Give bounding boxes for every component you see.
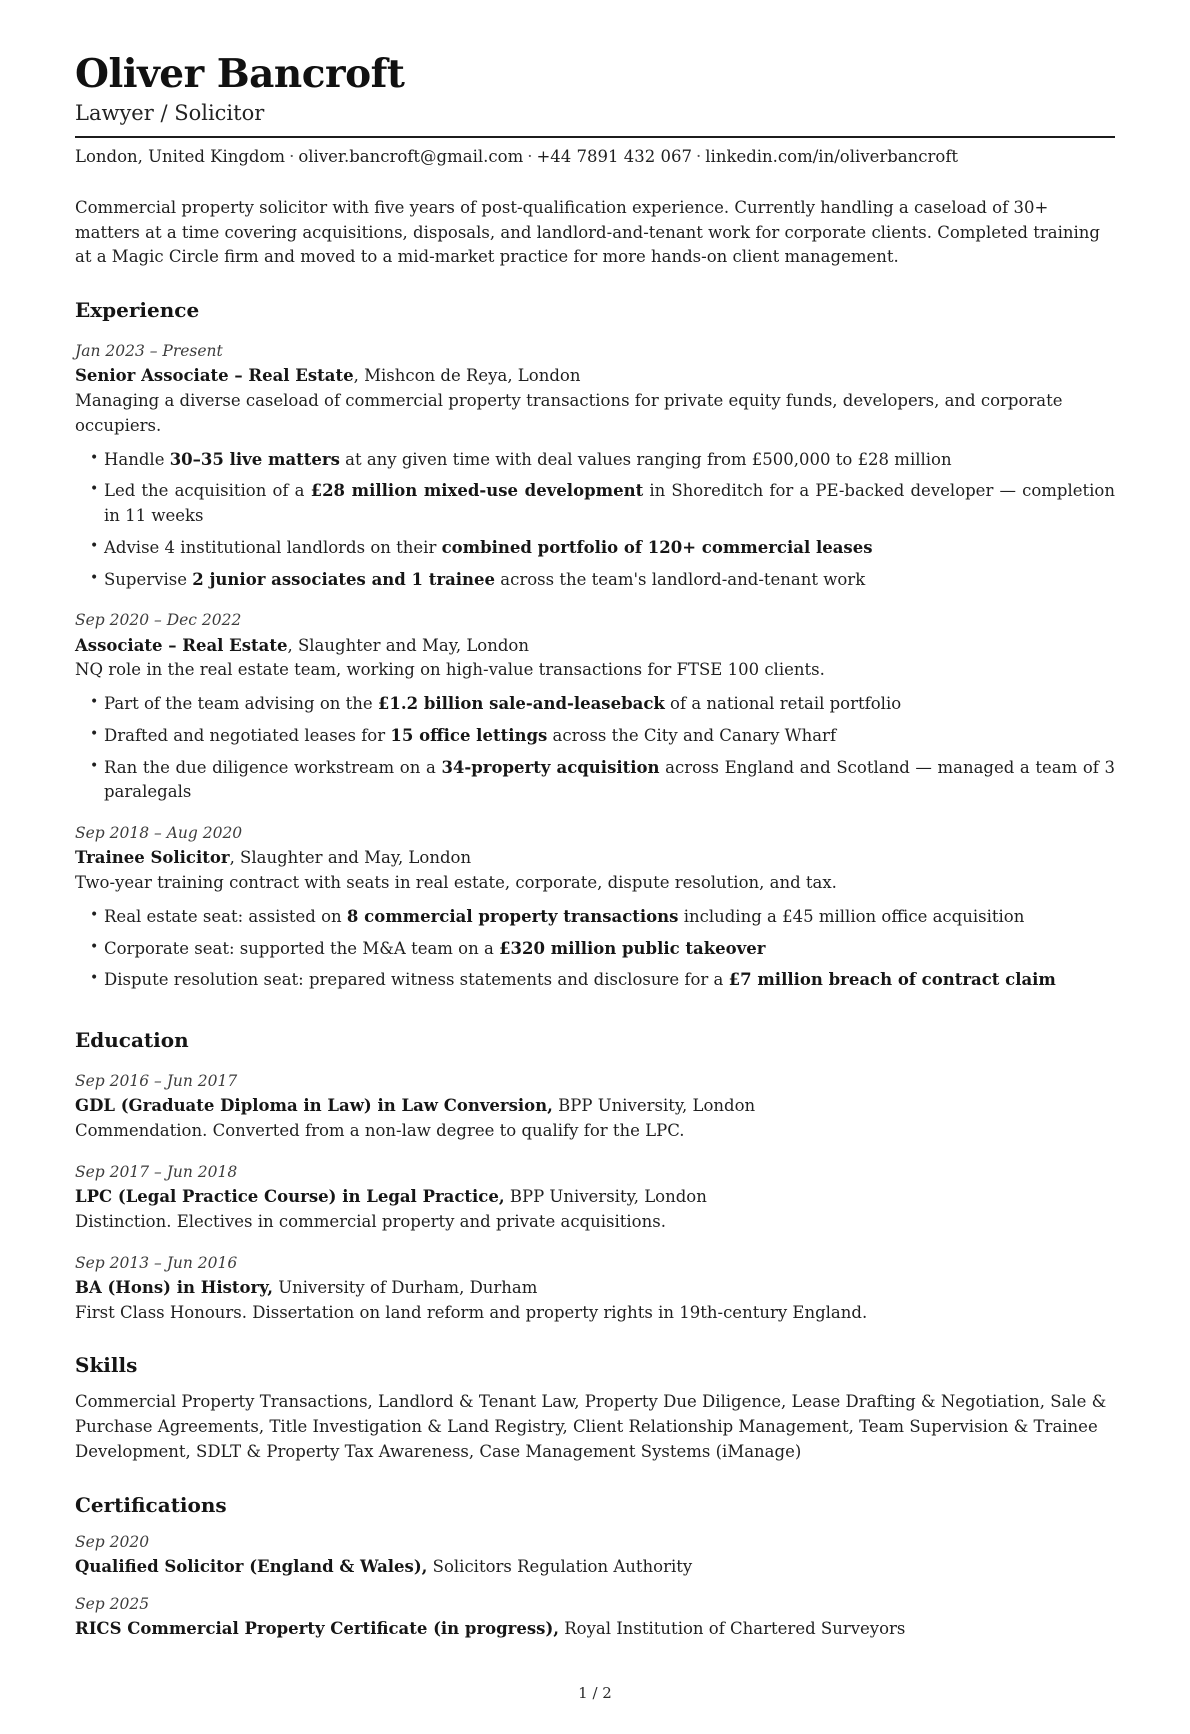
experience-section bbox=[75, 270, 1115, 1000]
certification-title: RICS Commercial Property Certificate (in progress), Royal Institution of Chartered Surveyors bbox=[75, 1618, 906, 1638]
certification-dates: Sep 2025 bbox=[75, 1594, 150, 1613]
contact-separator: · bbox=[696, 147, 702, 167]
profile-summary: Commercial property solicitor with five years of post-qualification experience. Currently handling a caseload of 30+ matters at a time covering acquisitions, disposals, and landlord-and-tenant work for corporate clients. Completed training at a Magic Circle firm and moved to a mid-market practice for more hands-on client management. bbox=[75, 197, 1100, 267]
job-bullet: • Led the acquisition of a £28 million mixed-use development in Shoreditch for a PE-backed developer — completion in 11 weeks bbox=[104, 479, 1115, 529]
job-bullet-list bbox=[75, 692, 1115, 805]
job-bullet: • Supervise 2 junior associates and 1 trainee across the team's landlord-and-tenant work bbox=[104, 568, 1115, 593]
job-bullet: • Ran the due diligence workstream on a 34-property acquisition across England and Scotland — managed a team of 3 paralegals bbox=[104, 756, 1115, 806]
education-dates: Sep 2016 – Jun 2017 bbox=[75, 1072, 238, 1091]
job-bullet: • Part of the team advising on the £1.2 billion sale-and-leaseback of a national retail portfolio bbox=[104, 692, 1115, 717]
job-bullet: • Dispute resolution seat: prepared witness statements and disclosure for a £7 million breach of contract claim bbox=[104, 968, 1115, 993]
skills-list: Commercial Property Transactions, Landlord & Tenant Law, Property Due Diligence, Lease Drafting & Negotiation, Sale & Purchase Agreements, Title Investigation & Land Registry, Client Relationship Management, Team Supervision & Trainee Development, SDLT & Property Tax Awareness, Case Management Systems (iManage) bbox=[75, 1392, 1107, 1461]
job-description: NQ role in the real estate team, working on high-value transactions for FTSE 100 clients. bbox=[75, 660, 825, 680]
experience-entry bbox=[75, 609, 1115, 805]
contact-separator: · bbox=[289, 147, 295, 167]
contact-phone: +44 7891 432 067 bbox=[536, 147, 693, 167]
experience-entry bbox=[75, 340, 1115, 592]
job-bullet: • Real estate seat: assisted on 8 commercial property transactions including a £45 million office acquisition bbox=[104, 905, 1115, 930]
job-description: Managing a diverse caseload of commercial property transactions for private equity funds, developers, and corporate occupiers. bbox=[75, 391, 1063, 435]
education-description: Commendation. Converted from a non-law degree to qualify for the LPC. bbox=[75, 1121, 685, 1141]
education-title: BA (Hons) in History, University of Durham, Durham bbox=[75, 1277, 538, 1297]
contact-line bbox=[75, 145, 1115, 170]
education-description: First Class Honours. Dissertation on land reform and property rights in 19th-century England. bbox=[75, 1302, 868, 1322]
education-entry bbox=[75, 1161, 1115, 1235]
job-bullet: • Handle 30–35 live matters at any given time with deal values ranging from £500,000 to £28 million bbox=[104, 448, 1115, 473]
education-entry bbox=[75, 1070, 1115, 1144]
skills-heading: Skills bbox=[75, 1353, 138, 1378]
job-description: Two-year training contract with seats in real estate, corporate, dispute resolution, and tax. bbox=[75, 873, 837, 893]
job-bullet: • Drafted and negotiated leases for 15 office lettings across the City and Canary Wharf bbox=[104, 724, 1115, 749]
contact-email[interactable]: oliver.bancroft@gmail.com bbox=[298, 147, 524, 167]
job-bullet-list bbox=[75, 905, 1115, 993]
skills-section bbox=[75, 1325, 1115, 1464]
education-title: LPC (Legal Practice Course) in Legal Practice, BPP University, London bbox=[75, 1187, 707, 1207]
person-name: Oliver Bancroft bbox=[75, 51, 405, 97]
certifications-heading: Certifications bbox=[75, 1492, 227, 1517]
education-description: Distinction. Electives in commercial property and private acquisitions. bbox=[75, 1211, 666, 1231]
person-job-title: Lawyer / Solicitor bbox=[75, 100, 265, 125]
contact-location: London, United Kingdom bbox=[75, 147, 286, 167]
experience-heading: Experience bbox=[75, 298, 200, 323]
job-bullet-list bbox=[75, 448, 1115, 593]
certification-entry bbox=[75, 1593, 1115, 1642]
education-dates: Sep 2017 – Jun 2018 bbox=[75, 1162, 238, 1181]
education-entry bbox=[75, 1252, 1115, 1326]
education-dates: Sep 2013 – Jun 2016 bbox=[75, 1253, 238, 1272]
job-bullet: • Corporate seat: supported the M&A team on a £320 million public takeover bbox=[104, 937, 1115, 962]
certification-dates: Sep 2020 bbox=[75, 1532, 150, 1551]
job-bullet: • Advise 4 institutional landlords on their combined portfolio of 120+ commercial leases bbox=[104, 536, 1115, 561]
job-title: Trainee Solicitor, Slaughter and May, London bbox=[75, 848, 472, 868]
contact-linkedin[interactable]: linkedin.com/in/oliverbancroft bbox=[705, 147, 959, 167]
job-dates: Sep 2018 – Aug 2020 bbox=[75, 824, 243, 843]
header-divider bbox=[75, 136, 1115, 138]
certifications-section bbox=[75, 1465, 1115, 1642]
education-section bbox=[75, 1000, 1115, 1325]
page-footer bbox=[75, 1642, 1115, 1705]
experience-entry bbox=[75, 822, 1115, 993]
job-dates: Sep 2020 – Dec 2022 bbox=[75, 611, 242, 630]
certification-entry bbox=[75, 1531, 1115, 1580]
page-indicator: 1 / 2 bbox=[578, 1683, 612, 1702]
job-dates: Jan 2023 – Present bbox=[75, 342, 223, 361]
education-heading: Education bbox=[75, 1028, 189, 1053]
certification-title: Qualified Solicitor (England & Wales), Solicitors Regulation Authority bbox=[75, 1556, 693, 1576]
resume-header bbox=[75, 52, 1115, 170]
contact-separator: · bbox=[527, 147, 533, 167]
job-title: Associate – Real Estate, Slaughter and May, London bbox=[75, 635, 529, 655]
job-title: Senior Associate – Real Estate, Mishcon de Reya, London bbox=[75, 366, 581, 386]
education-title: GDL (Graduate Diploma in Law) in Law Conversion, BPP University, London bbox=[75, 1096, 756, 1116]
